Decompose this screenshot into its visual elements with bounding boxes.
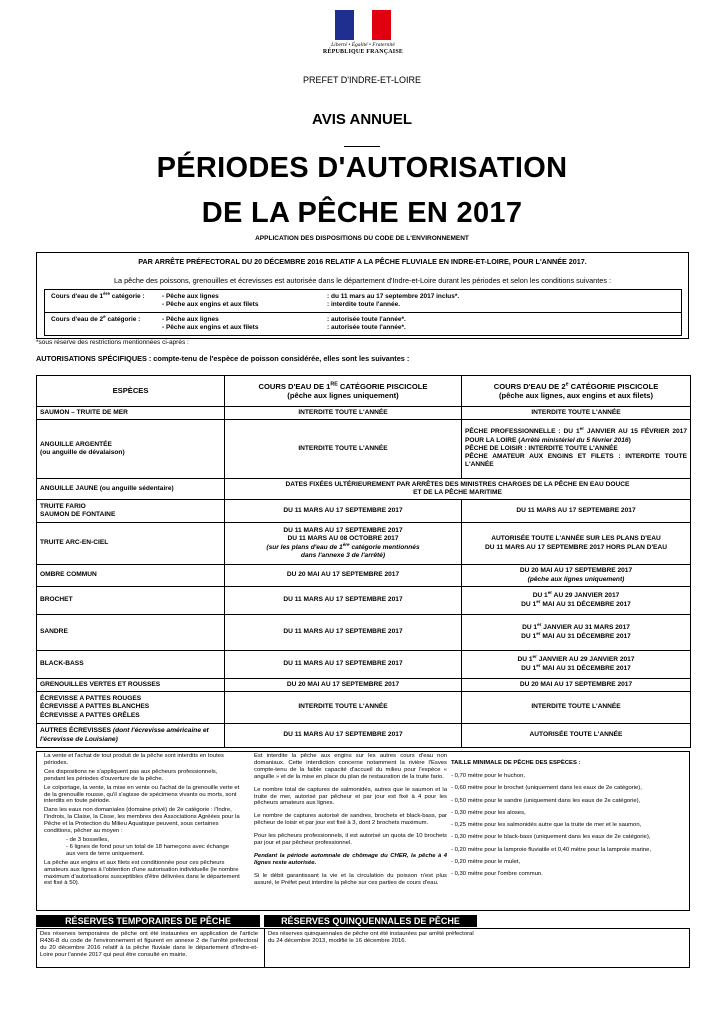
cat1-cell: DU 11 MARS AU 17 SEPTEMBRE 2017	[225, 651, 462, 679]
table-row	[37, 651, 691, 679]
prefet-label: PREFET D'INDRE-ET-LOIRE	[302, 75, 422, 85]
size-title: TAILLE MINIMALE DE PÊCHE DES ESPÈCES :	[451, 760, 581, 766]
arrete-heading: PAR ARRÊTE PRÉFECTORAL DU 20 DÉCEMBRE 2016 RELATIF A LA PÊCHE FLUVIALE EN INDRE-ET-LOIRE, POUR L'ANNÉE 2017.	[138, 257, 587, 266]
species-cell: BLACK-BASS	[37, 651, 225, 679]
cat1-cell: INTERDITE TOUTE L'ANNÉE	[225, 692, 462, 724]
species-cell: SAUMON – TRUITE DE MER	[37, 407, 225, 420]
notes-column-3	[451, 760, 686, 883]
note-text: Pendant la période automnale de chômage du CHER, la pêche à 4 lignes reste autorisée.	[254, 852, 447, 866]
cat1-mode1: - Pêche aux lignes	[162, 293, 219, 300]
header-cat1: COURS D'EAU DE 1RE CATÉGORIE PISCICOLE (pêche aux lignes uniquement)	[225, 376, 462, 407]
cat1-cell: DU 20 MAI AU 17 SEPTEMBRE 2017	[225, 565, 462, 587]
cat2-mode2: - Pêche aux engins et aux filets	[162, 324, 259, 331]
species-cell: OMBRE COMMUN	[37, 565, 225, 587]
species-cell: AUTRES ÉCREVISSES (dont l'écrevisse américaine et l'écrevisse de Louisiane)	[37, 724, 225, 748]
list-item: - 0,20 mètre pour la lamproie fluviatile et 0,40 mètre pour la lamproie marine,	[451, 846, 652, 853]
table-header-row	[37, 376, 691, 407]
page-title-line1: PÉRIODES D'AUTORISATION	[156, 152, 568, 184]
header-cat2: COURS D'EAU DE 2e CATÉGORIE PISCICOLE (pêche aux lignes, aux engins et aux filets)	[462, 376, 691, 407]
reserves-temporaires-text: Des réserves temporaires de pêche ont été instaurées en application de l'article R436-8 du code de l'environnement et figurent en annexe 2 de l'arrêté préfectoral du 20 décembre 2016 relatif à la pêche fluviale dans le département d'Indre-et-Loire pour l'année 2017 qui peut être consulté en mairie.	[40, 931, 258, 959]
cat2-mode1: - Pêche aux lignes	[162, 316, 219, 323]
note-text: Est interdite la pêche aux engins sur les autres cours d'eau non domaniaux. Cette interdiction concerne notamment la rivière l'Esves compte-tenu de la faible capacité d'accueil du milieu pour l'espèce « anguille » et de la mise en place du plan de restauration de la truite fario.	[254, 753, 447, 780]
republic-logo	[311, 10, 415, 68]
cat2-period2: : autorisée toute l'année*.	[327, 324, 406, 331]
header-species: ESPÈCES	[37, 376, 225, 407]
cat1-mode2: - Pêche aux engins et aux filets	[162, 301, 259, 308]
heading-divider	[344, 146, 380, 147]
reserves-quinquennales-heading: RÉSERVES QUINQUENNALES DE PÊCHE	[264, 915, 477, 927]
table-row	[37, 724, 691, 748]
list-item: - 0,25 mètre pour les salmonidés autre que la truite de mer et le saumon,	[451, 822, 642, 829]
species-cell: TRUITE FARIO SAUMON DE FONTAINE	[37, 500, 225, 523]
species-cell: TRUITE ARC-EN-CIEL	[37, 523, 225, 565]
species-cell: GRENOUILLES VERTES ET ROUSSES	[37, 679, 225, 692]
autorisations-heading: AUTORISATIONS SPÉCIFIQUES : compte-tenu de l'espèce de poisson considérée, elles sont les suivantes :	[36, 354, 410, 363]
category-box: Cours d'eau de 1ère catégorie : - Pêche aux lignes : du 11 mars au 17 septembre 2017 inclus*. - Pêche aux engins et aux filets : interdite toute l'année. Cours d'eau de 2e catégorie : - Pêche aux lignes : autorisée toute l'année*. - Pêche aux engins et aux filets : autorisée toute l'année*.	[44, 289, 682, 336]
list-item: - 0,70 mètre pour le huchon,	[451, 773, 526, 780]
table-row	[37, 587, 691, 615]
table-row	[37, 679, 691, 692]
footnote: *sous réserve des restrictions mentionnées ci-après :	[36, 339, 189, 346]
table-row	[37, 692, 691, 724]
cat2-cell: AUTORISÉE TOUTE L'ANNÉE	[462, 724, 691, 748]
note-text: Le colportage, la vente, la mise en vente ou l'achat de la grenouille verte et de la grenouille rousse, qu'il s'agisse de spécimens vivants ou morts, sont interdits en toute période.	[44, 784, 240, 805]
cat1-cell: DU 11 MARS AU 17 SEPTEMBRE 2017	[225, 500, 462, 523]
logo-motto: Liberté • Égalité • Fraternité	[331, 42, 395, 48]
note-text: Pour les pêcheurs professionnels, il est autorisé un quota de 10 brochets par jour et par pêcheur professionnel.	[254, 833, 447, 847]
list-item: - 0,30 mètre pour l'ombre commun.	[451, 871, 543, 878]
cat2-cell: DU 1er AU 29 JANVIER 2017 DU 1er MAI AU 31 DÉCEMBRE 2017	[462, 587, 691, 615]
list-item: - 0,60 mètre pour le brochet (uniquement dans les eaux de 2e catégorie),	[451, 785, 642, 792]
cat1-label: Cours d'eau de 1	[51, 293, 104, 300]
note-text: Si le débit garantissant la vie et la circulation du poisson n'est plus assuré, le Préfet peut interdire la pêche sur ces parties de cours d'eau.	[254, 872, 447, 886]
note-text: La pêche aux engins et aux filets est conditionnée pour ces pêcheurs amateurs aux lignes à l'obtention d'une autorisation individuelle (le nombre maximum d'autorisations susceptibles d'être délivrées dans le département est fixé à 50).	[44, 859, 240, 887]
cat1-cell: DU 11 MARS AU 17 SEPTEMBRE 2017	[225, 724, 462, 748]
note-text: Ces dispositions ne s'appliquent pas aux pêcheurs professionnels, pendant les périodes d'ouverture de la pêche.	[44, 768, 218, 782]
table-row	[37, 500, 691, 523]
cat2-cell: INTERDITE TOUTE L'ANNÉE	[462, 692, 691, 724]
table-row	[37, 479, 691, 500]
reserves-temporaires-heading: RÉSERVES TEMPORAIRES DE PÊCHE	[36, 915, 260, 927]
table-row	[37, 615, 691, 651]
cat1-period2: : interdite toute l'année.	[327, 301, 401, 308]
cat2-cell: DU 20 MAI AU 17 SEPTEMBRE 2017 (pêche aux lignes uniquement)	[462, 565, 691, 587]
cat2-period1: : autorisée toute l'année*.	[327, 316, 406, 323]
species-cell: ANGUILLE ARGENTÉE (ou anguille de dévalaison)	[37, 420, 225, 479]
cat1-cell: INTERDITE TOUTE L'ANNÉE	[225, 407, 462, 420]
list-item: - 0,30 mètre pour les aloses,	[451, 809, 526, 816]
cat1-period1: : du 11 mars au 17 septembre 2017 inclus*.	[327, 293, 460, 300]
reserves-divider	[264, 928, 265, 968]
cat2-cell: DU 11 MARS AU 17 SEPTEMBRE 2017	[462, 500, 691, 523]
species-cell: ÉCREVISSE A PATTES ROUGES ÉCREVISSE A PATTES BLANCHES ÉCREVISSE A PATTES GRÊLES	[37, 692, 225, 724]
cat1-cell: DU 11 MARS AU 17 SEPTEMBRE 2017	[225, 587, 462, 615]
note-text: - 6 lignes de fond pour un total de 18 hameçons avec échange aux vers de terre uniquement.	[66, 843, 230, 857]
cat2-cell: DU 1er JANVIER AU 29 JANVIER 2017 DU 1er MAI AU 31 DÉCEMBRE 2017	[462, 651, 691, 679]
note-text: Dans les eaux non domaniales (domaine privé) de 2e catégorie : l'Indre, l'Indrois, la Claise, la Cisse, les membres des Associations Agréées pour la Pêche et la Protection du Milieu Aquatique peuvent, sous certaines conditions, pêcher au moyen :	[44, 807, 240, 835]
table-row	[37, 407, 691, 420]
cat1-cell: DU 11 MARS AU 17 SEPTEMBRE 2017	[225, 615, 462, 651]
table-row	[37, 420, 691, 479]
avis-heading: AVIS ANNUEL	[311, 111, 412, 128]
page-title-line2: DE LA PÊCHE EN 2017	[201, 197, 523, 229]
cat1-cell: INTERDITE TOUTE L'ANNÉE	[225, 420, 462, 479]
list-item: - 0,50 mètre pour le sandre (uniquement dans les eaux de 2e catégorie),	[451, 797, 641, 804]
cat2-cell: AUTORISÉE TOUTE L'ANNÉE SUR LES PLANS D'EAU DU 11 MARS AU 17 SEPTEMBRE 2017 HORS PLAN D'EAU	[462, 523, 691, 565]
list-item: - 0,20 mètre pour le mulet,	[451, 858, 521, 865]
cat2-cell: DU 1er JANVIER AU 31 MARS 2017 DU 1er MAI AU 31 DÉCEMBRE 2017	[462, 615, 691, 651]
species-cell: SANDRE	[37, 615, 225, 651]
species-table	[36, 375, 691, 748]
logo-republic: RÉPUBLIQUE FRANÇAISE	[322, 49, 404, 55]
intro-text: La pêche des poissons, grenouilles et écrevisses est autorisée dans le département d'Indre-et-Loire durant les périodes et selon les conditions suivantes :	[113, 276, 612, 285]
note-text: Le nombre total de captures de salmonidés, autres que le saumon et la truite de mer, autorisé par pêcheur et par jour est fixé à 4 pour les pêcheurs amateurs aux lignes.	[254, 786, 447, 807]
cat2-cell: DU 20 MAI AU 17 SEPTEMBRE 2017	[462, 679, 691, 692]
cat2-cell: PÊCHE PROFESSIONNELLE : DU 1er JANVIER AU 15 FÉVRIER 2017 POUR LA LOIRE (Arrêté ministériel du 5 février 2016) PÊCHE DE LOISIR : INTERDITE TOUTE L'ANNÉE PÊCHE AMATEUR AUX ENGINS ET FILETS : INTERDITE TOUTE L'ANNÉE	[462, 420, 691, 479]
reserves-quinquennales-text: Des réserves quinquennales de pêche ont été instaurées par arrêté préfectoral du 24 décembre 2013, modifié le 16 décembre 2016.	[268, 931, 474, 945]
cat2-label: Cours d'eau de 2	[51, 316, 104, 323]
table-row	[37, 565, 691, 587]
subtitle: APPLICATION DES DISPOSITIONS DU CODE DE L'ENVIRONNEMENT	[255, 235, 469, 242]
cat1-cell: DU 11 MARS AU 17 SEPTEMBRE 2017 DU 11 MARS AU 08 OCTOBRE 2017 (sur les plans d'eau de 1ère catégorie mentionnés dans l'annexe 3 de l'arrêté)	[225, 523, 462, 565]
table-row	[37, 523, 691, 565]
note-text: - de 3 bosselles,	[66, 836, 109, 843]
note-text: Le nombre de captures autorisé de sandres, brochets et black-bass, par pêcheur de loisir et par jour est fixé à 3, dont 2 brochets maximum.	[254, 813, 447, 827]
size-list	[451, 773, 686, 878]
both-cell: DATES FIXÉES ULTÉRIEUREMENT PAR ARRÊTES DES MINISTRES CHARGES DE LA PÊCHE EN EAU DOUCE ET DE LA PÊCHE MARITIME	[225, 479, 691, 500]
species-cell: BROCHET	[37, 587, 225, 615]
list-item: - 0,30 mètre pour le black-bass (uniquement dans les eaux de 2e catégorie),	[451, 834, 651, 841]
notes-column-1	[44, 753, 240, 889]
note-text: La vente et l'achat de tout produit de la pêche sont interdits en toutes périodes.	[44, 753, 224, 766]
marianne-flag-icon	[335, 10, 391, 40]
species-cell: ANGUILLE JAUNE (ou anguille sédentaire)	[37, 479, 225, 500]
cat1-cell: DU 20 MAI AU 17 SEPTEMBRE 2017	[225, 679, 462, 692]
notes-column-2	[254, 753, 447, 889]
cat2-cell: INTERDITE TOUTE L'ANNÉE	[462, 407, 691, 420]
